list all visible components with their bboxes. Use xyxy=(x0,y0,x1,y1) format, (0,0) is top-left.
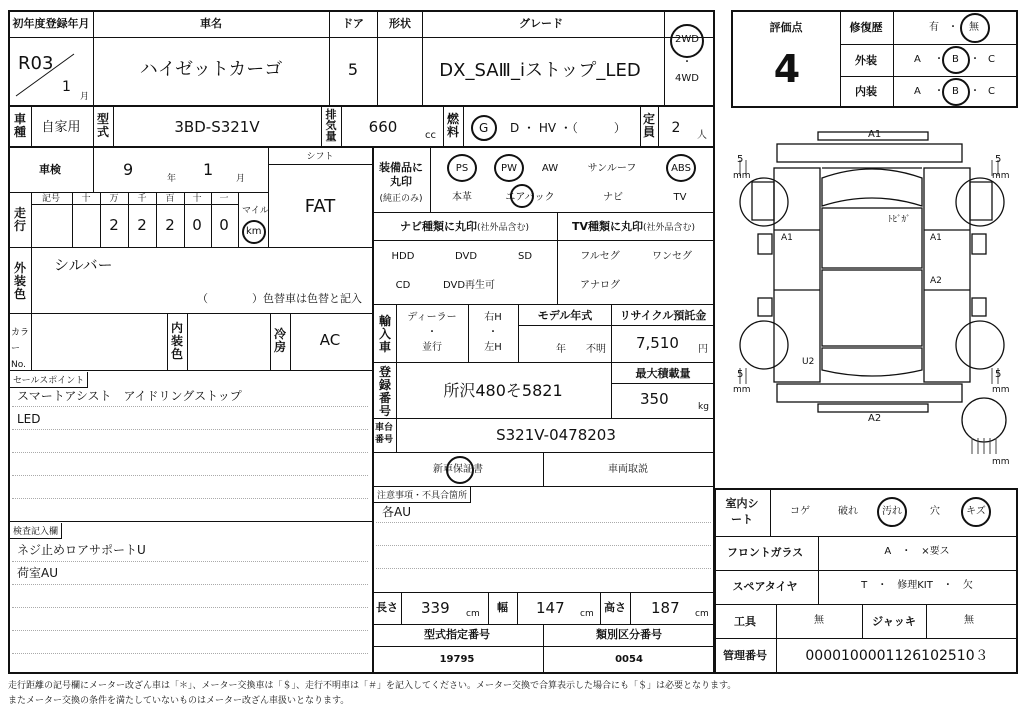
navi-sd: SD xyxy=(517,251,533,262)
digit-2: 2 xyxy=(137,216,147,234)
class-num-label: 類別区分番号 xyxy=(596,628,662,641)
interior-seat-label: 室内シート xyxy=(725,497,759,526)
ac-label: 冷房 xyxy=(273,327,286,354)
inspection-month-unit: 月 xyxy=(236,174,246,184)
load-value: 350 xyxy=(640,390,669,408)
navi-label-sub: (社外品含む) xyxy=(477,223,530,233)
warranty-label: 新車保証書 xyxy=(433,464,483,475)
equipment-sub: (純正のみ) xyxy=(379,194,423,204)
tread-fr-value: 5 xyxy=(995,154,1002,165)
tread-fr-unit: mm xyxy=(992,171,1010,181)
load-label: 最大積載量 xyxy=(635,367,691,380)
car-damage-diagram xyxy=(722,120,1022,480)
tv-label-sub: (社外品含む) xyxy=(643,223,696,233)
inspect-line-0: ネジ止めロアサポートU xyxy=(17,543,146,557)
import-dot: ・ xyxy=(427,327,437,338)
diag-label-u2: U2 xyxy=(802,357,815,367)
height-value: 187 xyxy=(651,599,680,617)
tread-rr-value: 5 xyxy=(995,369,1002,380)
sales-line-1: LED xyxy=(17,412,41,426)
windshield-label: フロントガラス xyxy=(726,546,804,559)
navi-cd: CD xyxy=(395,280,411,291)
digit-header-2: 千 xyxy=(137,194,147,204)
equip-sunroof: サンルーフ xyxy=(587,163,637,174)
use-label: 車種 xyxy=(13,112,26,139)
digit-5: 0 xyxy=(219,216,229,234)
displacement-label: 排気量 xyxy=(325,108,337,143)
registration-value: 所沢480そ5821 xyxy=(443,381,563,400)
fuel-options: D ・ HV ・（ ） xyxy=(510,121,626,135)
score-label: 評価点 xyxy=(769,21,803,34)
model-year-unit: 年 xyxy=(556,344,566,355)
repair-no: 無 xyxy=(969,22,979,33)
digit-1: 2 xyxy=(109,216,119,234)
inspection-label: 車検 xyxy=(39,163,61,176)
displacement-unit: cc xyxy=(425,130,436,141)
tread-rl-value: 5 xyxy=(737,369,744,380)
height-label: 高さ xyxy=(604,601,626,614)
diag-label-a2-rear: A2 xyxy=(868,413,882,424)
digit-header-0: 十 xyxy=(81,194,91,204)
fuel-g: G xyxy=(479,121,489,135)
first-reg-month-unit: 月 xyxy=(80,92,90,102)
caution-label: 注意事項・不具合箇所 xyxy=(374,487,471,503)
inspection-year: 9 xyxy=(123,160,134,179)
main-form xyxy=(8,10,715,674)
import-label: 輸入車 xyxy=(378,314,391,354)
shift-value: FAT xyxy=(304,196,336,217)
interior-a: A xyxy=(914,86,921,97)
repair-yes: 有 xyxy=(929,22,939,33)
drive-2wd: 2WD xyxy=(675,34,699,45)
manual-label: 車両取説 xyxy=(608,464,648,475)
car-name-label: 車名 xyxy=(200,17,222,30)
first-reg-slash xyxy=(14,50,84,100)
length-unit: cm xyxy=(466,609,480,619)
use-value: 自家用 xyxy=(41,120,81,135)
capacity-unit: 人 xyxy=(697,130,707,141)
color-note: （ ）色替車は色替と記入 xyxy=(197,292,362,305)
interior-b: B xyxy=(952,86,959,97)
diag-label-a1-right: A1 xyxy=(930,233,942,243)
chassis-value: S321V-0478203 xyxy=(496,426,616,444)
diag-note: ﾄﾋﾞｶﾞ xyxy=(888,215,911,225)
jack-value: 無 xyxy=(964,615,974,626)
tread-spare-unit: mm xyxy=(992,457,1010,467)
mileage-label: 走行 xyxy=(13,206,26,233)
mark-label: 記号 xyxy=(41,194,61,204)
repair-sep: ・ xyxy=(948,22,958,33)
equip-navi: ナビ xyxy=(603,192,623,203)
score-value: 4 xyxy=(773,47,801,91)
capacity-value: 2 xyxy=(671,120,681,136)
diag-label-a2-right: A2 xyxy=(930,276,942,286)
door-label: ドア xyxy=(342,17,364,30)
seat-hole: 穴 xyxy=(930,506,940,517)
tv-analog: アナログ xyxy=(580,280,620,291)
equip-leather: 本革 xyxy=(452,192,472,203)
recycle-value: 7,510 xyxy=(636,334,679,352)
tv-oneseg: ワンセグ xyxy=(652,251,692,262)
model-label: 型式 xyxy=(96,112,109,139)
ac-value: AC xyxy=(319,331,341,349)
drive-dot: ・ xyxy=(682,57,692,68)
inspect-line-1: 荷室AU xyxy=(17,566,58,580)
digit-header-5: 一 xyxy=(219,194,229,204)
first-reg-label: 初年度登録年月 xyxy=(12,17,90,30)
model-value: 3BD-S321V xyxy=(174,118,260,136)
navi-dvd: DVD xyxy=(454,251,478,262)
caution-line-0: 各AU xyxy=(382,505,411,519)
type-num-value: 19795 xyxy=(439,654,475,665)
interior-c: C xyxy=(988,86,995,97)
inspection-month: 1 xyxy=(203,160,214,179)
model-year-label: モデル年式 xyxy=(537,309,593,322)
jack-label: ジャッキ xyxy=(872,615,916,628)
spare-tire-options: T ・ 修理KIT ・ 欠 xyxy=(861,580,973,591)
seat-tear: 破れ xyxy=(838,506,858,517)
car-name-value: ハイゼットカーゴ xyxy=(139,59,283,80)
mgmt-label: 管理番号 xyxy=(723,649,767,662)
load-unit: kg xyxy=(698,402,709,412)
width-unit: cm xyxy=(580,609,594,619)
mgmt-value: 0000100001126102510３ xyxy=(805,648,989,664)
inspect-notes-label: 検査記入欄 xyxy=(10,523,62,539)
exterior-sep1: ・ xyxy=(934,54,944,65)
registration-label: 登録番号 xyxy=(378,365,391,418)
import-parallel: 並行 xyxy=(422,342,442,353)
navi-hdd: HDD xyxy=(391,251,415,262)
width-value: 147 xyxy=(536,599,565,617)
exterior-sep2: ・ xyxy=(970,54,980,65)
windshield-options: A ・ ×要ス xyxy=(884,546,950,557)
type-num-label: 型式指定番号 xyxy=(424,628,490,641)
equipment-label: 装備品に丸印 xyxy=(379,161,423,188)
inspection-year-unit: 年 xyxy=(167,174,177,184)
seat-dirt: 汚れ xyxy=(882,506,902,517)
height-unit: cm xyxy=(695,609,709,619)
tread-fl-unit: mm xyxy=(733,171,751,181)
km-label: km xyxy=(246,226,262,237)
sales-line-0: スマートアシスト アイドリングストップ xyxy=(17,389,242,403)
grade-value: DX_SAⅢ_iストップ_LED xyxy=(439,60,641,81)
digit-header-1: 万 xyxy=(109,194,119,204)
mile-label: マイル xyxy=(242,206,269,216)
drive-4wd: 4WD xyxy=(675,73,699,84)
diag-label-a1-front: A1 xyxy=(868,129,882,140)
color-value: シルバー xyxy=(54,256,113,274)
length-label: 長さ xyxy=(376,601,398,614)
seat-burn: コゲ xyxy=(790,506,810,517)
equip-ps: PS xyxy=(455,163,469,174)
interior-sep1: ・ xyxy=(934,86,944,97)
navi-label xyxy=(400,221,529,233)
seat-scratch: キズ xyxy=(966,506,986,517)
capacity-label: 定員 xyxy=(642,112,655,139)
width-label: 幅 xyxy=(497,601,508,614)
recycle-unit: 円 xyxy=(698,344,708,355)
door-value: 5 xyxy=(347,60,359,79)
tv-label xyxy=(572,221,695,233)
interior-sep2: ・ xyxy=(970,86,980,97)
tools-value: 無 xyxy=(814,615,824,626)
import-dealer: ディーラー xyxy=(407,312,457,323)
tv-fullseg: フルセグ xyxy=(580,251,620,262)
exterior-b: B xyxy=(952,54,959,65)
digit-header-3: 百 xyxy=(165,194,175,204)
interior-color-label: 内装色 xyxy=(170,321,183,361)
first-reg-month: 1 xyxy=(62,79,71,95)
import-left: 左H xyxy=(484,342,502,353)
import-dot2: ・ xyxy=(488,327,498,338)
sales-label: セールスポイント xyxy=(10,372,88,388)
exterior-label: 外装 xyxy=(855,54,877,67)
class-num-value: 0054 xyxy=(615,654,643,665)
chassis-label: 車台番号 xyxy=(375,423,394,445)
tread-rl-unit: mm xyxy=(733,385,751,395)
digit-4: 0 xyxy=(192,216,202,234)
equip-pw: PW xyxy=(501,163,517,174)
exterior-c: C xyxy=(988,54,995,65)
interior-label: 内装 xyxy=(855,85,877,98)
navi-dvd-play: DVD再生可 xyxy=(442,280,496,291)
diag-label-a1-left: A1 xyxy=(781,233,793,243)
exterior-a: A xyxy=(914,54,921,65)
grade-label: グレード xyxy=(519,17,563,30)
tread-rr-unit: mm xyxy=(992,385,1010,395)
equip-aw: AW xyxy=(541,163,559,174)
equip-airbag: エアバック xyxy=(505,192,555,203)
shape-label: 形状 xyxy=(389,17,411,30)
footer-line-2: またメーター交換の条件を満たしていないものはメーター改ざん車扱いとなります。 xyxy=(8,696,350,706)
tools-label: 工具 xyxy=(734,615,756,628)
tv-label-text: TV種類に丸印 xyxy=(572,220,644,233)
import-right: 右H xyxy=(484,312,502,323)
footer-line-1: 走行距離の記号欄にメーター改ざん車は「＊」、メーター交換車は「＄」、走行不明車は「＃」を記入してください。メーター交換で合算表示した場合にも「＄」は必要となります。 xyxy=(8,681,737,691)
displacement-value: 660 xyxy=(368,118,398,136)
repair-label: 修復歴 xyxy=(849,21,883,34)
navi-label-text: ナビ種類に丸印 xyxy=(400,220,477,233)
tread-fl-value: 5 xyxy=(737,154,744,165)
fuel-label: 燃料 xyxy=(446,112,459,139)
equip-abs: ABS xyxy=(671,163,691,174)
shift-label: シフト xyxy=(306,152,334,162)
length-value: 339 xyxy=(421,599,450,617)
digit-header-4: 十 xyxy=(192,194,202,204)
first-reg-era: R03 xyxy=(18,53,54,74)
color-no-label: カラーNo. xyxy=(11,328,30,370)
recycle-label: リサイクル預託金 xyxy=(619,309,707,322)
color-label: 外装色 xyxy=(13,261,26,301)
spare-tire-label: スペアタイヤ xyxy=(732,580,798,593)
equip-tv: TV xyxy=(673,192,687,203)
digit-3: 2 xyxy=(165,216,175,234)
model-year-unknown: 不明 xyxy=(586,344,606,355)
